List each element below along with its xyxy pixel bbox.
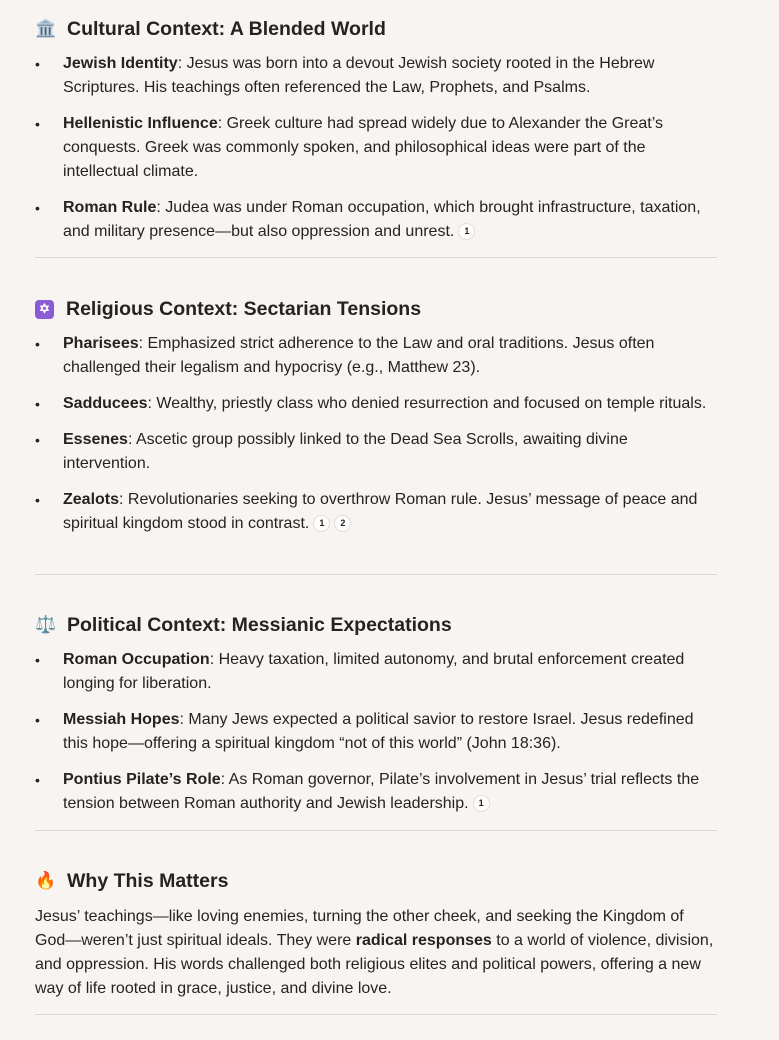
cultural-context-section bbox=[35, 15, 717, 244]
citation-badge[interactable]: 1 bbox=[458, 223, 475, 240]
divider bbox=[35, 830, 717, 831]
religious-context-section bbox=[35, 295, 717, 536]
divider bbox=[35, 257, 717, 258]
list-item: • Sadducees: Wealthy, priestly class who denied resurrection and focused on temple rituals. bbox=[35, 395, 707, 412]
list-item: • Zealots: Revolutionaries seeking to overthrow Roman rule. Jesus’ message of peace and spiritual kingdom stood in contrast. 1 2 bbox=[35, 491, 698, 532]
list-item: • Roman Rule: Judea was under Roman occupation, which brought infrastructure, taxation, and military presence—but also oppression and unrest. 1 bbox=[35, 199, 701, 240]
section-heading bbox=[35, 15, 717, 43]
item-text: : Ascetic group possibly linked to the Dead Sea Scrolls, awaiting divine intervention. bbox=[63, 431, 628, 472]
section-heading bbox=[35, 867, 717, 895]
item-term: Jewish Identity bbox=[63, 55, 178, 72]
item-text: : Greek culture had spread widely due to Alexander the Great’s conquests. Greek was commonly spoken, and philosophical ideas were part of the intellectual climate. bbox=[63, 115, 664, 180]
item-text: : Emphasized strict adherence to the Law and oral traditions. Jesus often challenged their legalism and hypocrisy (e.g., Matthew 23). bbox=[63, 335, 655, 376]
divider bbox=[35, 574, 717, 575]
section-title: Why This Matters bbox=[67, 870, 229, 892]
bullet-list bbox=[35, 332, 717, 536]
item-term: Zealots bbox=[63, 491, 120, 508]
list-item: • Hellenistic Influence: Greek culture had spread widely due to Alexander the Great’s conquests. Greek was commonly spoken, and philosophical ideas were part of the intellectual climate. bbox=[35, 115, 664, 180]
divider bbox=[35, 1014, 717, 1015]
item-term: Pontius Pilate’s Role bbox=[63, 771, 221, 788]
item-term: Essenes bbox=[63, 431, 128, 448]
section-title: Religious Context: Sectarian Tensions bbox=[66, 298, 422, 320]
fire-icon: 🔥 bbox=[35, 871, 57, 890]
political-context-section bbox=[35, 611, 717, 816]
item-text: : Heavy taxation, limited autonomy, and brutal enforcement created longing for liberation. bbox=[63, 651, 685, 692]
section-title: Cultural Context: A Blended World bbox=[67, 18, 386, 40]
bullet-list bbox=[35, 52, 717, 244]
list-item: • Pharisees: Emphasized strict adherence to the Law and oral traditions. Jesus often challenged their legalism and hypocrisy (e.g., Matthew 23). bbox=[35, 335, 655, 376]
citation-badge[interactable]: 2 bbox=[334, 515, 351, 532]
item-text: : As Roman governor, Pilate’s involvement in Jesus’ trial reflects the tension between Roman authority and Jewish leadership. bbox=[63, 771, 700, 812]
item-text: : Jesus was born into a devout Jewish society rooted in the Hebrew Scriptures. His teachings often referenced the Law, Prophets, and Psalms. bbox=[63, 55, 655, 96]
item-term: Messiah Hopes bbox=[63, 711, 180, 728]
classical-building-icon: 🏛️ bbox=[35, 19, 57, 38]
bullet-list bbox=[35, 648, 717, 816]
citation-badge[interactable]: 1 bbox=[473, 795, 490, 812]
item-text: : Judea was under Roman occupation, which brought infrastructure, taxation, and military presence—but also oppression and unrest. bbox=[63, 199, 701, 240]
paragraph-text: Jesus’ teachings—like loving enemies, turning the other cheek, and seeking the Kingdom of God—weren’t just spiritual ideals. They were bbox=[35, 908, 684, 949]
item-text: : Revolutionaries seeking to overthrow Roman rule. Jesus’ message of peace and spiritual kingdom stood in contrast. bbox=[63, 491, 698, 532]
list-item: • Essenes: Ascetic group possibly linked to the Dead Sea Scrolls, awaiting divine intervention. bbox=[35, 431, 628, 472]
item-term: Roman Occupation bbox=[63, 651, 210, 668]
item-term: Roman Rule bbox=[63, 199, 157, 216]
paragraph-bold-text: radical responses bbox=[355, 932, 492, 949]
list-item: • Jewish Identity: Jesus was born into a devout Jewish society rooted in the Hebrew Scriptures. His teachings often referenced the Law, Prophets, and Psalms. bbox=[35, 55, 655, 96]
why-this-matters-section bbox=[35, 867, 717, 1001]
item-term: Pharisees bbox=[63, 335, 139, 352]
item-text: : Many Jews expected a political savior to restore Israel. Jesus redefined this hope—offering a spiritual kingdom “not of this world” (John 18:36). bbox=[63, 711, 694, 752]
why-paragraph bbox=[35, 905, 717, 1001]
list-item: • Messiah Hopes: Many Jews expected a political savior to restore Israel. Jesus redefined this hope—offering a spiritual kingdom “not of this world” (John 18:36). bbox=[35, 711, 694, 752]
section-heading bbox=[35, 295, 717, 323]
item-text: : Wealthy, priestly class who denied resurrection and focused on temple rituals. bbox=[147, 395, 707, 412]
balance-scale-icon: ⚖️ bbox=[35, 615, 57, 634]
citation-badge[interactable]: 1 bbox=[313, 515, 330, 532]
section-title: Political Context: Messianic Expectations bbox=[67, 614, 452, 636]
item-term: Sadducees bbox=[63, 395, 148, 412]
list-item: • Roman Occupation: Heavy taxation, limited autonomy, and brutal enforcement created longing for liberation. bbox=[35, 651, 685, 692]
paragraph-text: to a world of violence, division, and oppression. His words challenged both religious elites and political powers, offering a new way of life rooted in grace, justice, and divine love. bbox=[35, 932, 714, 997]
item-term: Hellenistic Influence bbox=[63, 115, 218, 132]
list-item: • Pontius Pilate’s Role: As Roman governor, Pilate’s involvement in Jesus’ trial reflects the tension between Roman authority and Jewish leadership. 1 bbox=[35, 771, 700, 812]
section-heading bbox=[35, 611, 717, 639]
star-of-david-icon: ✡ bbox=[35, 300, 54, 319]
